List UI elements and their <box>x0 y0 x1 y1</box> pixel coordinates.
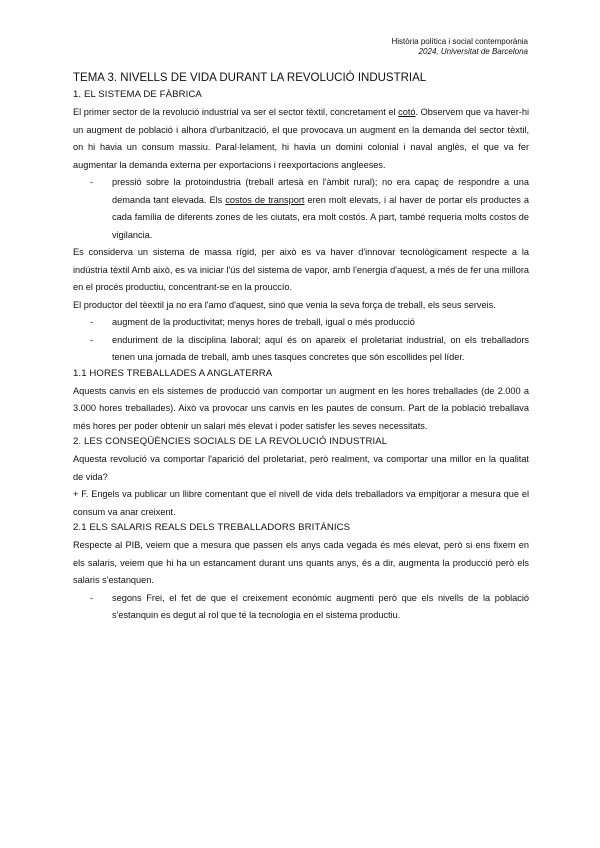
course-year-university: 2024, Universitat de Barcelona <box>418 47 528 56</box>
paragraph: El productor del tèextil ja no era l'amo d'aquest, sinó que venia la seva força de treball, els seus serveis. <box>73 299 496 310</box>
bullet-dash: - <box>90 334 94 345</box>
list-item: - enduriment de la disciplina laboral; aquí és on apareix el proletariat industrial, on els treballadors tenen una jornada de treball, amb unes tasques concretes que són escollides pel líder. <box>73 332 529 367</box>
underlined-term-coto: cotó <box>398 107 416 117</box>
bullet-dash: - <box>90 592 94 603</box>
section-heading-1-1: 1.1 HORES TREBALLADES A ANGLATERRA <box>73 367 273 379</box>
section-heading-2-1: 2.1 ELS SALARIS REALS DELS TREBALLADORS BRITÀNICS <box>73 522 351 533</box>
bullet-list <box>73 590 529 625</box>
list-item: - augment de la productivitat; menys hores de treball, igual o més producció <box>73 314 529 332</box>
bullet-dash: - <box>90 177 94 187</box>
section-heading-2: 2. LES CONSEQÜÈNCIES SOCIALS DE LA REVOLUCIÓ INDUSTRIAL <box>73 436 388 447</box>
bullet-dash: - <box>90 317 94 327</box>
section-heading-1: 1. EL SISTEMA DE FÀBRICA <box>73 89 202 100</box>
bullet-list <box>73 314 529 367</box>
document-header <box>391 37 528 57</box>
paragraph: Aquesta revolució va comportar l'aparició del proletariat, però realment, va comportar una millor en la qualitat de vida? <box>73 454 529 482</box>
list-item: - segons Frei, el fet de que el creixement econòmic augmenti però que els nivells de la població s'estanquin es degut al rol que té la tecnologia en el sistema productiu. <box>73 590 529 625</box>
paragraph: Aquests canvis en els sistemes de producció van comportar un augment en les hores treballades (de 2.000 a 3.000 hores treballades). Això va provocar uns canvis en les pautes de consum. Part de la població treballava més hores per poder obtenir un salari més elevat i poder satisfer les seves necessitats. <box>73 385 529 431</box>
document-body <box>73 70 529 625</box>
paragraph: + F. Engels va publicar un llibre comentant que el nivell de vida dels treballadors va empitjorar a mesura que el consum va anar creixent. <box>73 489 529 517</box>
course-name: Història política i social contemporània <box>391 37 528 46</box>
paragraph: El primer sector de la revolució industrial va ser el sector tèxtil, concretament el cotó. Observem que va haver-hi un augment de població i alhora d'urbanització, el que provocava un augment en la demanda del sector tèxtil, on hi havia un consum massiu. Paral·lelament, hi havia un domini colonial i naval anglès, el que va fer augmentar la demanda externa per exportacions i reexportacions angleeses. <box>73 107 529 170</box>
paragraph: Respecte al PIB, veiem que a mesura que passen els anys cada vegada és més elevat, però si ens fixem en els salaris, veiem que hi ha un estancament durant uns quants anys, és a dir, augmenta la producció però els salaris s'estanquen. <box>73 540 529 585</box>
bullet-list <box>73 174 529 244</box>
underlined-term-transport: costos de transport <box>225 194 305 205</box>
page-title: TEMA 3. NIVELLS DE VIDA DURANT LA REVOLUCIÓ INDUSTRIAL <box>73 72 427 84</box>
list-item: - pressió sobre la protoindustria (treball artesà en l'àmbit rural); no era capaç de respondre a una demanda tant elevada. Els costos de transport eren molt elevats, i al haver de portar els productes a cada família de diferents zones de les ciutats, era molt costós. A part, també requeria molts costos de vigilancia. <box>73 174 529 244</box>
paragraph: Es considerva un sistema de massa rígid, per això es va haver d'innovar tecnològicament respecte a la indústria tèxtil Amb això, es va iniciar l'ús del sistema de vapor, amb l'energia d'aquest, a més de fer una millora en el procés productiu, concentrant-se en la prouccío. <box>73 247 529 292</box>
